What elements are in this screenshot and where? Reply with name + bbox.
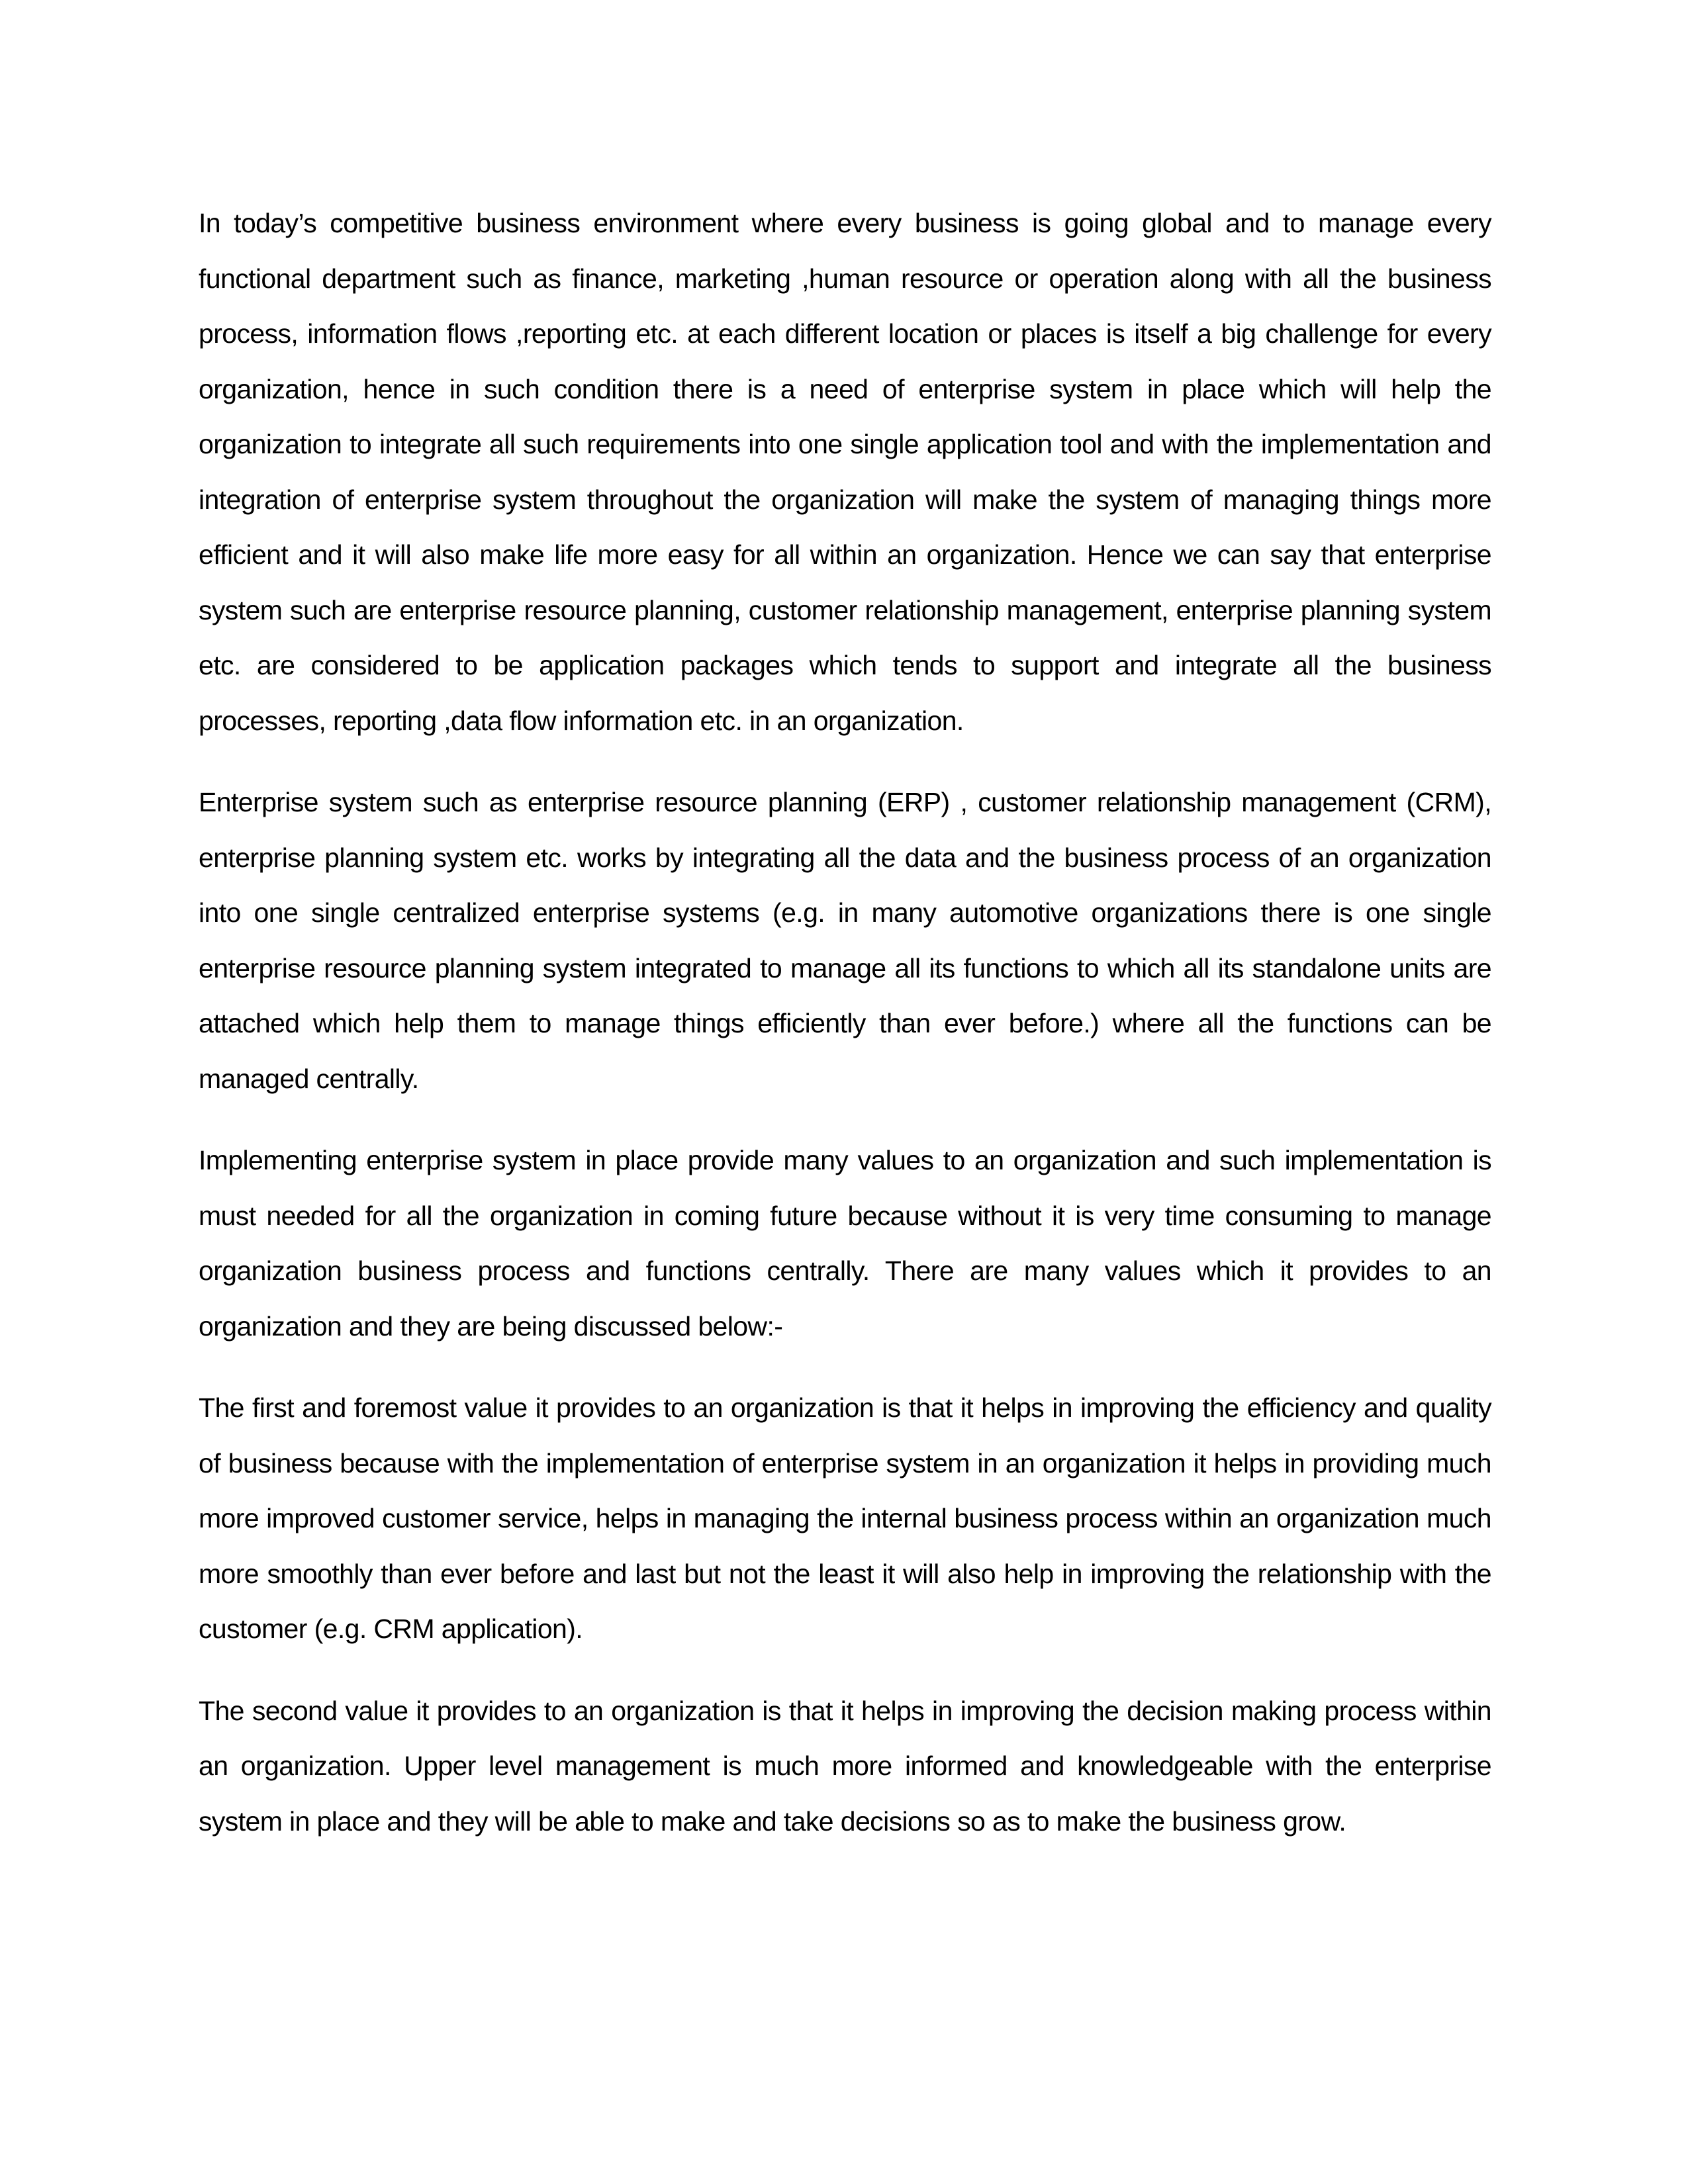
- paragraph-intro: In today’s competitive business environment where every business is going global and to manage every functional department such as finance, marketing ,human resource or operation along with all the business process, information flows ,reporting etc. at each different location or places is itself a big challenge for every organization, hence in such condition there is a need of enterprise system in place which will help the organization to integrate all such requirements into one single application tool and with the implementation and integration of enterprise system throughout the organization will make the system of managing things more efficient and it will also make life more easy for all within an organization. Hence we can say that enterprise system such are enterprise resource planning, customer relationship management, enterprise planning system etc. are considered to be application packages which tends to support and integrate all the business processes, reporting ,data flow information etc. in an organization.: [199, 208, 1491, 736]
- document-body: [199, 196, 1491, 1876]
- paragraph-first-value: The first and foremost value it provides to an organization is that it helps in improving the efficiency and quality of business because with the implementation of enterprise system in an organization it helps in providing much more improved customer service, helps in managing the internal business process within an organization much more smoothly than ever before and last but not the least it will also help in improving the relationship with the customer (e.g. CRM application).: [199, 1392, 1491, 1644]
- paragraph-enterprise-system: Enterprise system such as enterprise resource planning (ERP) , customer relationship management (CRM), enterprise planning system etc. works by integrating all the data and the business process of an organization into one single centralized enterprise systems (e.g. in many automotive organizations there is one single enterprise resource planning system integrated to manage all its functions to which all its standalone units are attached which help them to manage things efficiently than ever before.) where all the functions can be managed centrally.: [199, 787, 1491, 1094]
- paragraph-second-value: The second value it provides to an organization is that it helps in improving the decision making process within an organization. Upper level management is much more informed and knowledgeable with the enterprise system in place and they will be able to make and take decisions so as to make the business grow.: [199, 1695, 1491, 1837]
- paragraph-implementing-values: Implementing enterprise system in place provide many values to an organization and such implementation is must needed for all the organization in coming future because without it is very time consuming to manage organization business process and functions centrally. There are many values which it provides to an organization and they are being discussed below:-: [199, 1145, 1491, 1342]
